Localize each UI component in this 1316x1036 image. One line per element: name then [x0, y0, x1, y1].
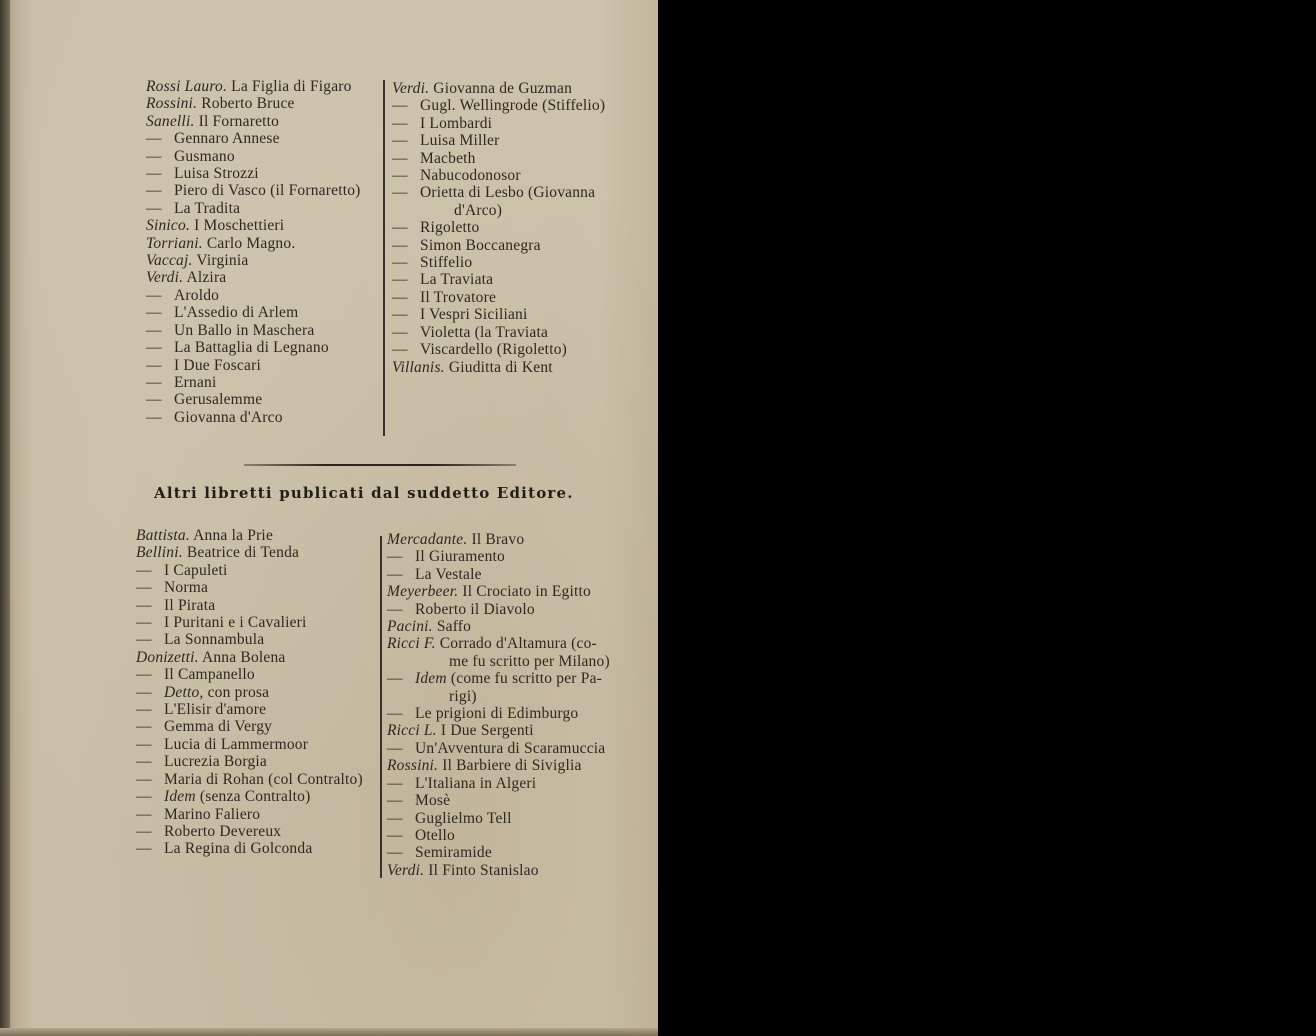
- opera-title: Il Finto Stanislao: [428, 861, 539, 879]
- composer-name: Verdi.: [387, 861, 425, 879]
- catalog-entry: [392, 341, 605, 358]
- composer-name: Torriani.: [146, 234, 203, 252]
- composer-name: Sinico.: [146, 217, 191, 235]
- catalog-entry: [392, 80, 605, 97]
- composer-name: Rossini.: [146, 95, 198, 113]
- catalog-entry: [387, 531, 610, 548]
- entry-continuation: me fu scritto per Milano): [449, 652, 610, 670]
- catalog-entry: [136, 736, 363, 753]
- catalog-entry: [392, 150, 605, 167]
- ditto-dash: —: [387, 600, 403, 618]
- catalog-entry: [387, 757, 610, 774]
- opera-title: Norma: [164, 579, 209, 597]
- italic-note: Idem: [415, 670, 447, 688]
- opera-title: Il Trovatore: [420, 288, 497, 306]
- opera-title: Gennaro Annese: [174, 130, 280, 148]
- catalog-entry: [136, 562, 363, 579]
- catalog-entry: [146, 374, 361, 391]
- catalog-entry: [136, 806, 363, 823]
- catalog-entry: [387, 844, 610, 861]
- ditto-dash: —: [146, 408, 162, 426]
- ditto-dash: —: [387, 548, 403, 566]
- top-left-column: [146, 78, 361, 426]
- opera-title: Virginia: [196, 252, 249, 270]
- section-heading: Altri libretti publicati dal suddetto Editore.: [154, 484, 574, 502]
- opera-title: Il Pirata: [164, 596, 216, 614]
- catalog-entry: [136, 631, 363, 648]
- catalog-entry: [136, 544, 363, 561]
- catalog-entry: [146, 252, 361, 269]
- ditto-dash: —: [392, 97, 408, 115]
- ditto-dash: —: [392, 114, 408, 132]
- ditto-dash: —: [146, 147, 162, 165]
- catalog-entry: [146, 304, 361, 321]
- ditto-dash: —: [136, 788, 152, 806]
- opera-title: con prosa: [207, 683, 270, 701]
- catalog-entry: [387, 775, 610, 792]
- catalog-entry: [392, 219, 605, 236]
- italic-note: Idem: [164, 788, 196, 806]
- ditto-dash: —: [136, 805, 152, 823]
- catalog-entry: [136, 840, 363, 857]
- ditto-dash: —: [387, 809, 403, 827]
- opera-title: Carlo Magno.: [206, 234, 296, 252]
- ditto-dash: —: [392, 219, 408, 237]
- opera-title: Un Ballo in Maschera: [174, 321, 315, 339]
- catalog-entry: [387, 583, 610, 600]
- opera-title: Anna la Prie: [193, 527, 274, 544]
- ditto-dash: —: [387, 739, 403, 757]
- ditto-dash: —: [392, 167, 408, 185]
- ditto-dash: —: [392, 271, 408, 289]
- top-right-column: [392, 80, 605, 376]
- composer-name: Ricci F.: [387, 635, 436, 653]
- opera-title: (come fu scritto per Pa-: [450, 670, 603, 688]
- catalog-entry: [136, 649, 363, 666]
- opera-title: (senza Contralto): [199, 788, 311, 806]
- catalog-entry: [146, 113, 361, 130]
- ditto-dash: —: [136, 718, 152, 736]
- catalog-entry: [136, 597, 363, 614]
- opera-title: Il Campanello: [164, 666, 255, 684]
- catalog-entry: [387, 827, 610, 844]
- opera-title: La Regina di Golconda: [164, 840, 313, 858]
- opera-title: Rigoletto: [420, 219, 480, 237]
- ditto-dash: —: [387, 792, 403, 810]
- ditto-dash: —: [136, 666, 152, 684]
- opera-title: Luisa Strozzi: [174, 165, 259, 183]
- catalog-entry: [146, 269, 361, 286]
- opera-title: Giovanna de Guzman: [433, 80, 573, 97]
- catalog-entry: [146, 339, 361, 356]
- catalog-entry: [387, 862, 610, 879]
- ditto-dash: —: [392, 236, 408, 254]
- opera-title: Lucia di Lammermoor: [164, 735, 309, 753]
- catalog-entry: [146, 148, 361, 165]
- opera-title: Alzira: [186, 269, 227, 287]
- ditto-dash: —: [392, 254, 408, 272]
- ditto-dash: —: [136, 753, 152, 771]
- composer-name: Battista.: [136, 527, 190, 544]
- opera-title: Il Fornaretto: [198, 112, 280, 130]
- opera-title: Viscardello (Rigoletto): [420, 341, 568, 359]
- catalog-entry: [392, 115, 605, 132]
- ditto-dash: —: [392, 306, 408, 324]
- catalog-entry: [392, 359, 605, 376]
- catalog-entry: [392, 271, 605, 288]
- opera-title: Violetta (la Traviata: [420, 323, 549, 341]
- bottom-column-divider: [380, 536, 382, 878]
- composer-name: Ricci L.: [387, 722, 437, 740]
- ditto-dash: —: [392, 149, 408, 167]
- ditto-dash: —: [392, 341, 408, 359]
- catalog-entry: [146, 322, 361, 339]
- opera-title: Lucrezia Borgia: [164, 753, 267, 771]
- opera-title: La Vestale: [415, 565, 482, 583]
- catalog-entry: [146, 235, 361, 252]
- catalog-entry: [392, 324, 605, 341]
- catalog-entry: [136, 701, 363, 718]
- composer-name: Verdi.: [392, 80, 430, 97]
- section-rule: [244, 464, 516, 466]
- catalog-entry: [387, 548, 610, 565]
- composer-name: Donizetti.: [136, 648, 199, 666]
- ditto-dash: —: [136, 631, 152, 649]
- opera-title: I Due Foscari: [174, 356, 261, 374]
- ditto-dash: —: [387, 670, 403, 688]
- opera-title: Luisa Miller: [420, 132, 500, 150]
- opera-title: Stiffelio: [420, 254, 473, 272]
- opera-title: Marino Faliero: [164, 805, 261, 823]
- composer-name: Rossini.: [387, 757, 439, 775]
- catalog-entry: [146, 200, 361, 217]
- ditto-dash: —: [136, 561, 152, 579]
- opera-title: Piero di Vasco (il Fornaretto): [174, 182, 361, 200]
- catalog-entry: [146, 130, 361, 147]
- italic-note: Detto,: [164, 683, 204, 701]
- catalog-entry: [387, 635, 610, 652]
- catalog-entry: [136, 718, 363, 735]
- ditto-dash: —: [146, 321, 162, 339]
- catalog-entry: [387, 705, 610, 722]
- composer-name: Bellini.: [136, 544, 183, 562]
- ditto-dash: —: [146, 391, 162, 409]
- opera-title: Roberto Devereux: [164, 822, 282, 840]
- ditto-dash: —: [136, 579, 152, 597]
- opera-title: Saffo: [436, 618, 472, 636]
- catalog-entry: [136, 527, 363, 544]
- opera-title: Anna Bolena: [201, 648, 286, 666]
- ditto-dash: —: [136, 683, 152, 701]
- dark-background: [658, 0, 1316, 1036]
- ditto-dash: —: [392, 184, 408, 202]
- catalog-entry: [392, 97, 605, 114]
- ditto-dash: —: [136, 822, 152, 840]
- opera-title: Guglielmo Tell: [415, 809, 512, 827]
- opera-title: I Puritani e i Cavalieri: [164, 614, 307, 632]
- opera-title: La Battaglia di Legnano: [174, 339, 329, 357]
- catalog-entry: [146, 165, 361, 182]
- opera-title: Gemma di Vergy: [164, 718, 273, 736]
- catalog-entry: [146, 78, 361, 95]
- catalog-entry: [392, 184, 605, 201]
- opera-title: Orietta di Lesbo (Giovanna: [420, 184, 596, 202]
- ditto-dash: —: [146, 304, 162, 322]
- composer-name: Sanelli.: [146, 112, 195, 130]
- opera-title: I Vespri Siciliani: [420, 306, 528, 324]
- opera-title: La Traviata: [420, 271, 494, 289]
- ditto-dash: —: [146, 130, 162, 148]
- top-column-divider: [383, 80, 385, 436]
- catalog-entry: [136, 753, 363, 770]
- catalog-entry: [387, 653, 610, 670]
- opera-title: L'Italiana in Algeri: [415, 774, 537, 792]
- entry-continuation: rigi): [449, 687, 477, 705]
- catalog-entry: [146, 217, 361, 234]
- catalog-entry: [136, 666, 363, 683]
- catalog-entry: [136, 788, 363, 805]
- catalog-entry: [136, 614, 363, 631]
- catalog-entry: [392, 306, 605, 323]
- opera-title: Giuditta di Kent: [448, 358, 553, 376]
- opera-title: Il Crociato in Egitto: [462, 583, 591, 601]
- catalog-entry: [387, 722, 610, 739]
- composer-name: Verdi.: [146, 269, 184, 287]
- opera-title: Semiramide: [415, 844, 492, 862]
- opera-title: Nabucodonosor: [420, 167, 521, 185]
- ditto-dash: —: [387, 774, 403, 792]
- ditto-dash: —: [146, 199, 162, 217]
- opera-title: Otello: [415, 826, 455, 844]
- catalog-entry: [387, 792, 610, 809]
- composer-name: Villanis.: [392, 358, 445, 376]
- catalog-entry: [136, 579, 363, 596]
- catalog-entry: [392, 237, 605, 254]
- opera-title: I Lombardi: [420, 114, 493, 132]
- catalog-entry: [392, 132, 605, 149]
- catalog-entry: [146, 182, 361, 199]
- opera-title: Gugl. Wellingrode (Stiffelio): [420, 97, 606, 115]
- composer-name: Meyerbeer.: [387, 583, 459, 601]
- ditto-dash: —: [146, 165, 162, 183]
- opera-title: Macbeth: [420, 149, 476, 167]
- ditto-dash: —: [146, 286, 162, 304]
- opera-title: Simon Boccanegra: [420, 236, 541, 254]
- opera-title: Il Barbiere di Siviglia: [442, 757, 582, 775]
- entry-continuation: d'Arco): [454, 201, 503, 219]
- opera-title: Gerusalemme: [174, 391, 263, 409]
- ditto-dash: —: [136, 840, 152, 858]
- opera-title: La Figlia di Figaro: [231, 78, 352, 95]
- ditto-dash: —: [136, 735, 152, 753]
- ditto-dash: —: [387, 565, 403, 583]
- catalog-entry: [387, 740, 610, 757]
- opera-title: Corrado d'Altamura (co-: [439, 635, 597, 653]
- opera-title: Un'Avventura di Scaramuccia: [415, 739, 606, 757]
- ditto-dash: —: [392, 323, 408, 341]
- opera-title: L'Assedio di Arlem: [174, 304, 299, 322]
- opera-title: I Due Sergenti: [440, 722, 534, 740]
- opera-title: La Sonnambula: [164, 631, 265, 649]
- ditto-dash: —: [146, 182, 162, 200]
- catalog-entry: [392, 254, 605, 271]
- ditto-dash: —: [146, 373, 162, 391]
- opera-title: L'Elisir d'amore: [164, 701, 267, 719]
- catalog-entry: [146, 357, 361, 374]
- opera-title: Ernani: [174, 373, 217, 391]
- catalog-entry: [387, 688, 610, 705]
- ditto-dash: —: [387, 826, 403, 844]
- opera-title: I Capuleti: [164, 561, 228, 579]
- ditto-dash: —: [136, 596, 152, 614]
- catalog-entry: [136, 771, 363, 788]
- opera-title: Roberto il Diavolo: [415, 600, 535, 618]
- catalog-entry: [146, 287, 361, 304]
- composer-name: Rossi Lauro.: [146, 78, 228, 95]
- opera-title: Mosè: [415, 792, 451, 810]
- catalog-entry: [392, 289, 605, 306]
- catalog-entry: [392, 202, 605, 219]
- catalog-entry: [387, 601, 610, 618]
- opera-title: Il Giuramento: [415, 548, 505, 566]
- ditto-dash: —: [392, 132, 408, 150]
- catalog-entry: [146, 391, 361, 408]
- opera-title: Giovanna d'Arco: [174, 408, 283, 426]
- opera-title: Beatrice di Tenda: [186, 544, 300, 562]
- catalog-entry: [387, 618, 610, 635]
- ditto-dash: —: [136, 770, 152, 788]
- bottom-left-column: [136, 527, 363, 858]
- composer-name: Pacini.: [387, 618, 433, 636]
- ditto-dash: —: [136, 614, 152, 632]
- opera-title: Il Bravo: [471, 531, 525, 548]
- opera-title: Roberto Bruce: [201, 95, 295, 113]
- catalog-entry: [387, 810, 610, 827]
- ditto-dash: —: [146, 339, 162, 357]
- opera-title: Maria di Rohan (col Contralto): [164, 770, 363, 788]
- composer-name: Vaccaj.: [146, 252, 193, 270]
- ditto-dash: —: [392, 288, 408, 306]
- opera-title: La Tradita: [174, 199, 241, 217]
- opera-title: Le prigioni di Edimburgo: [415, 705, 579, 723]
- opera-title: Aroldo: [174, 286, 220, 304]
- bottom-right-column: [387, 531, 610, 879]
- catalog-entry: [136, 684, 363, 701]
- composer-name: Mercadante.: [387, 531, 468, 548]
- catalog-entry: [387, 670, 610, 687]
- catalog-entry: [136, 823, 363, 840]
- catalog-entry: [392, 167, 605, 184]
- catalog-entry: [146, 409, 361, 426]
- ditto-dash: —: [387, 705, 403, 723]
- ditto-dash: —: [387, 844, 403, 862]
- ditto-dash: —: [146, 356, 162, 374]
- opera-title: I Moschettieri: [194, 217, 285, 235]
- opera-title: Gusmano: [174, 147, 235, 165]
- ditto-dash: —: [136, 701, 152, 719]
- catalog-entry: [387, 566, 610, 583]
- catalog-entry: [146, 95, 361, 112]
